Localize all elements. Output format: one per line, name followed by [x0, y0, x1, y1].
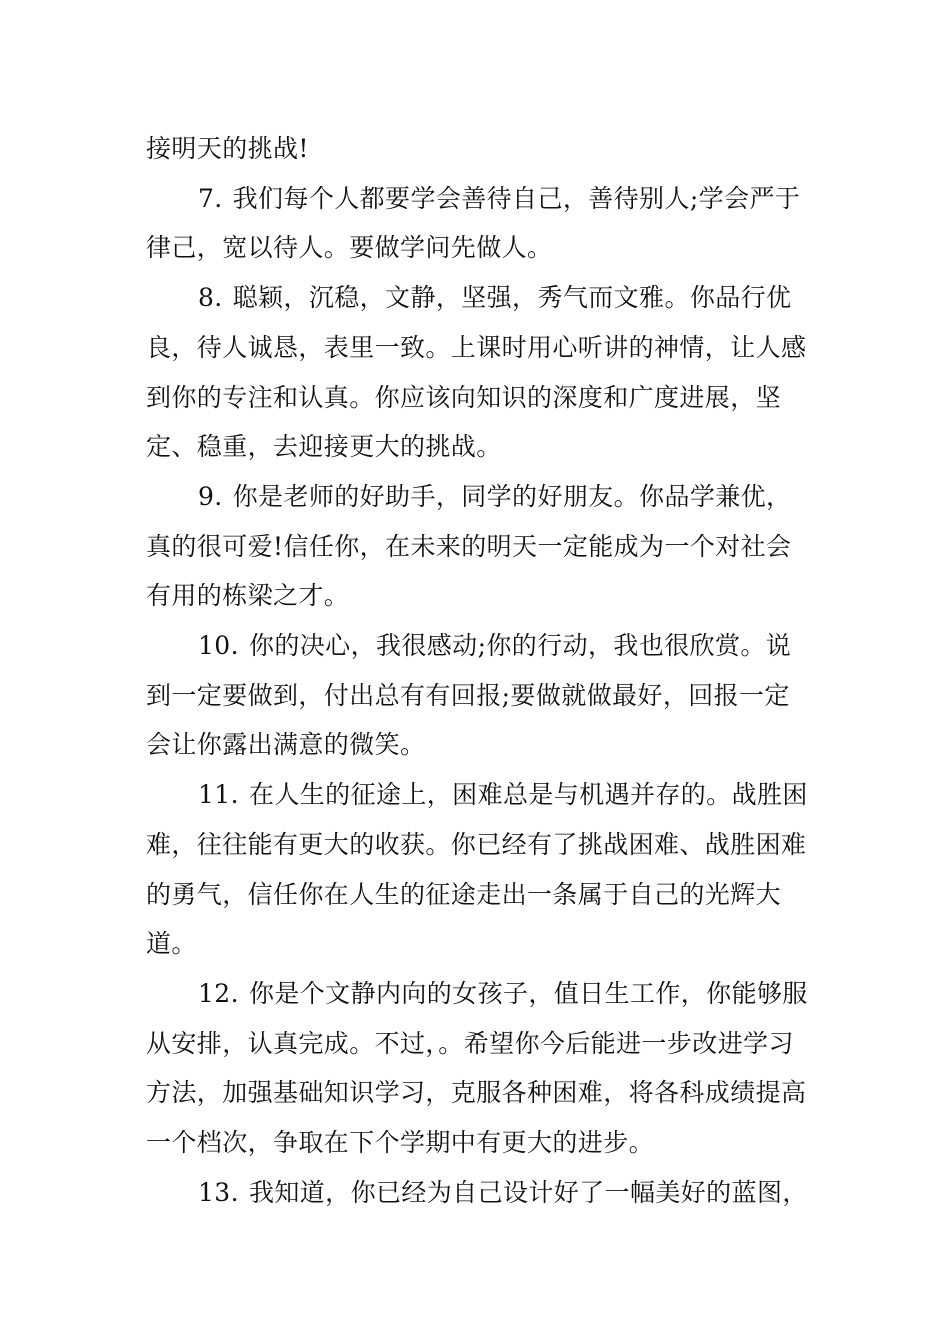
paragraph-text: 你是老师的好助手，同学的好朋友。你品学兼优，真的很可爱!信任你，在未来的明天一定能成为一个对社会有用的栋梁之才。 [146, 481, 792, 611]
paragraph-text: 在人生的征途上，困难总是与机遇并存的。战胜困难，往往能有更大的收获。你已经有了挑战困难、战胜困难的勇气，信任你在人生的征途走出一条属于自己的光辉大道。 [146, 780, 808, 959]
paragraph-number: 12. [198, 978, 239, 1008]
paragraph-text: 我知道，你已经为自己设计好了一幅美好的蓝图， [248, 1177, 808, 1207]
paragraph-13 [146, 1168, 808, 1218]
paragraph-text: 聪颖，沉稳，文静，坚强，秀气而文雅。你品行优良，待人诚恳，表里一致。上课时用心听讲的神情，让人感到你的专注和认真。你应该向知识的深度和广度进展，坚定、稳重，去迎接更大的挑战。 [146, 283, 807, 462]
paragraph-11 [146, 770, 808, 969]
paragraph-8 [146, 273, 808, 472]
paragraph-text: 你是个文静内向的女孩子，值日生工作，你能够服从安排，认真完成。不过，。希望你今后能进一步改进学习方法，加强基础知识学习，克服各种困难，将各科成绩提高一个档次，争取在下个学期中有更大的进步。 [146, 978, 808, 1158]
paragraph-number: 10. [198, 631, 239, 661]
paragraph-number: 11. [198, 780, 239, 810]
paragraph-number: 7. [198, 183, 223, 213]
paragraph-9 [146, 472, 808, 621]
paragraph-number: 13. [198, 1177, 239, 1207]
paragraph-7 [146, 174, 808, 273]
paragraph-12 [146, 969, 808, 1168]
paragraph-text: 我们每个人都要学会善待自己，善待别人;学会严于律己，宽以待人。要做学问先做人。 [146, 183, 801, 263]
paragraph-number: 8. [198, 283, 223, 313]
paragraph-number: 9. [198, 481, 223, 511]
paragraph-text: 接明天的挑战! [146, 134, 309, 163]
paragraph-continuation [146, 124, 808, 174]
paragraph-10 [146, 621, 808, 770]
paragraph-text: 你的决心，我很感动;你的行动，我也很欣赏。说到一定要做到，付出总有有回报;要做就做最好，回报一定会让你露出满意的微笑。 [146, 631, 792, 760]
